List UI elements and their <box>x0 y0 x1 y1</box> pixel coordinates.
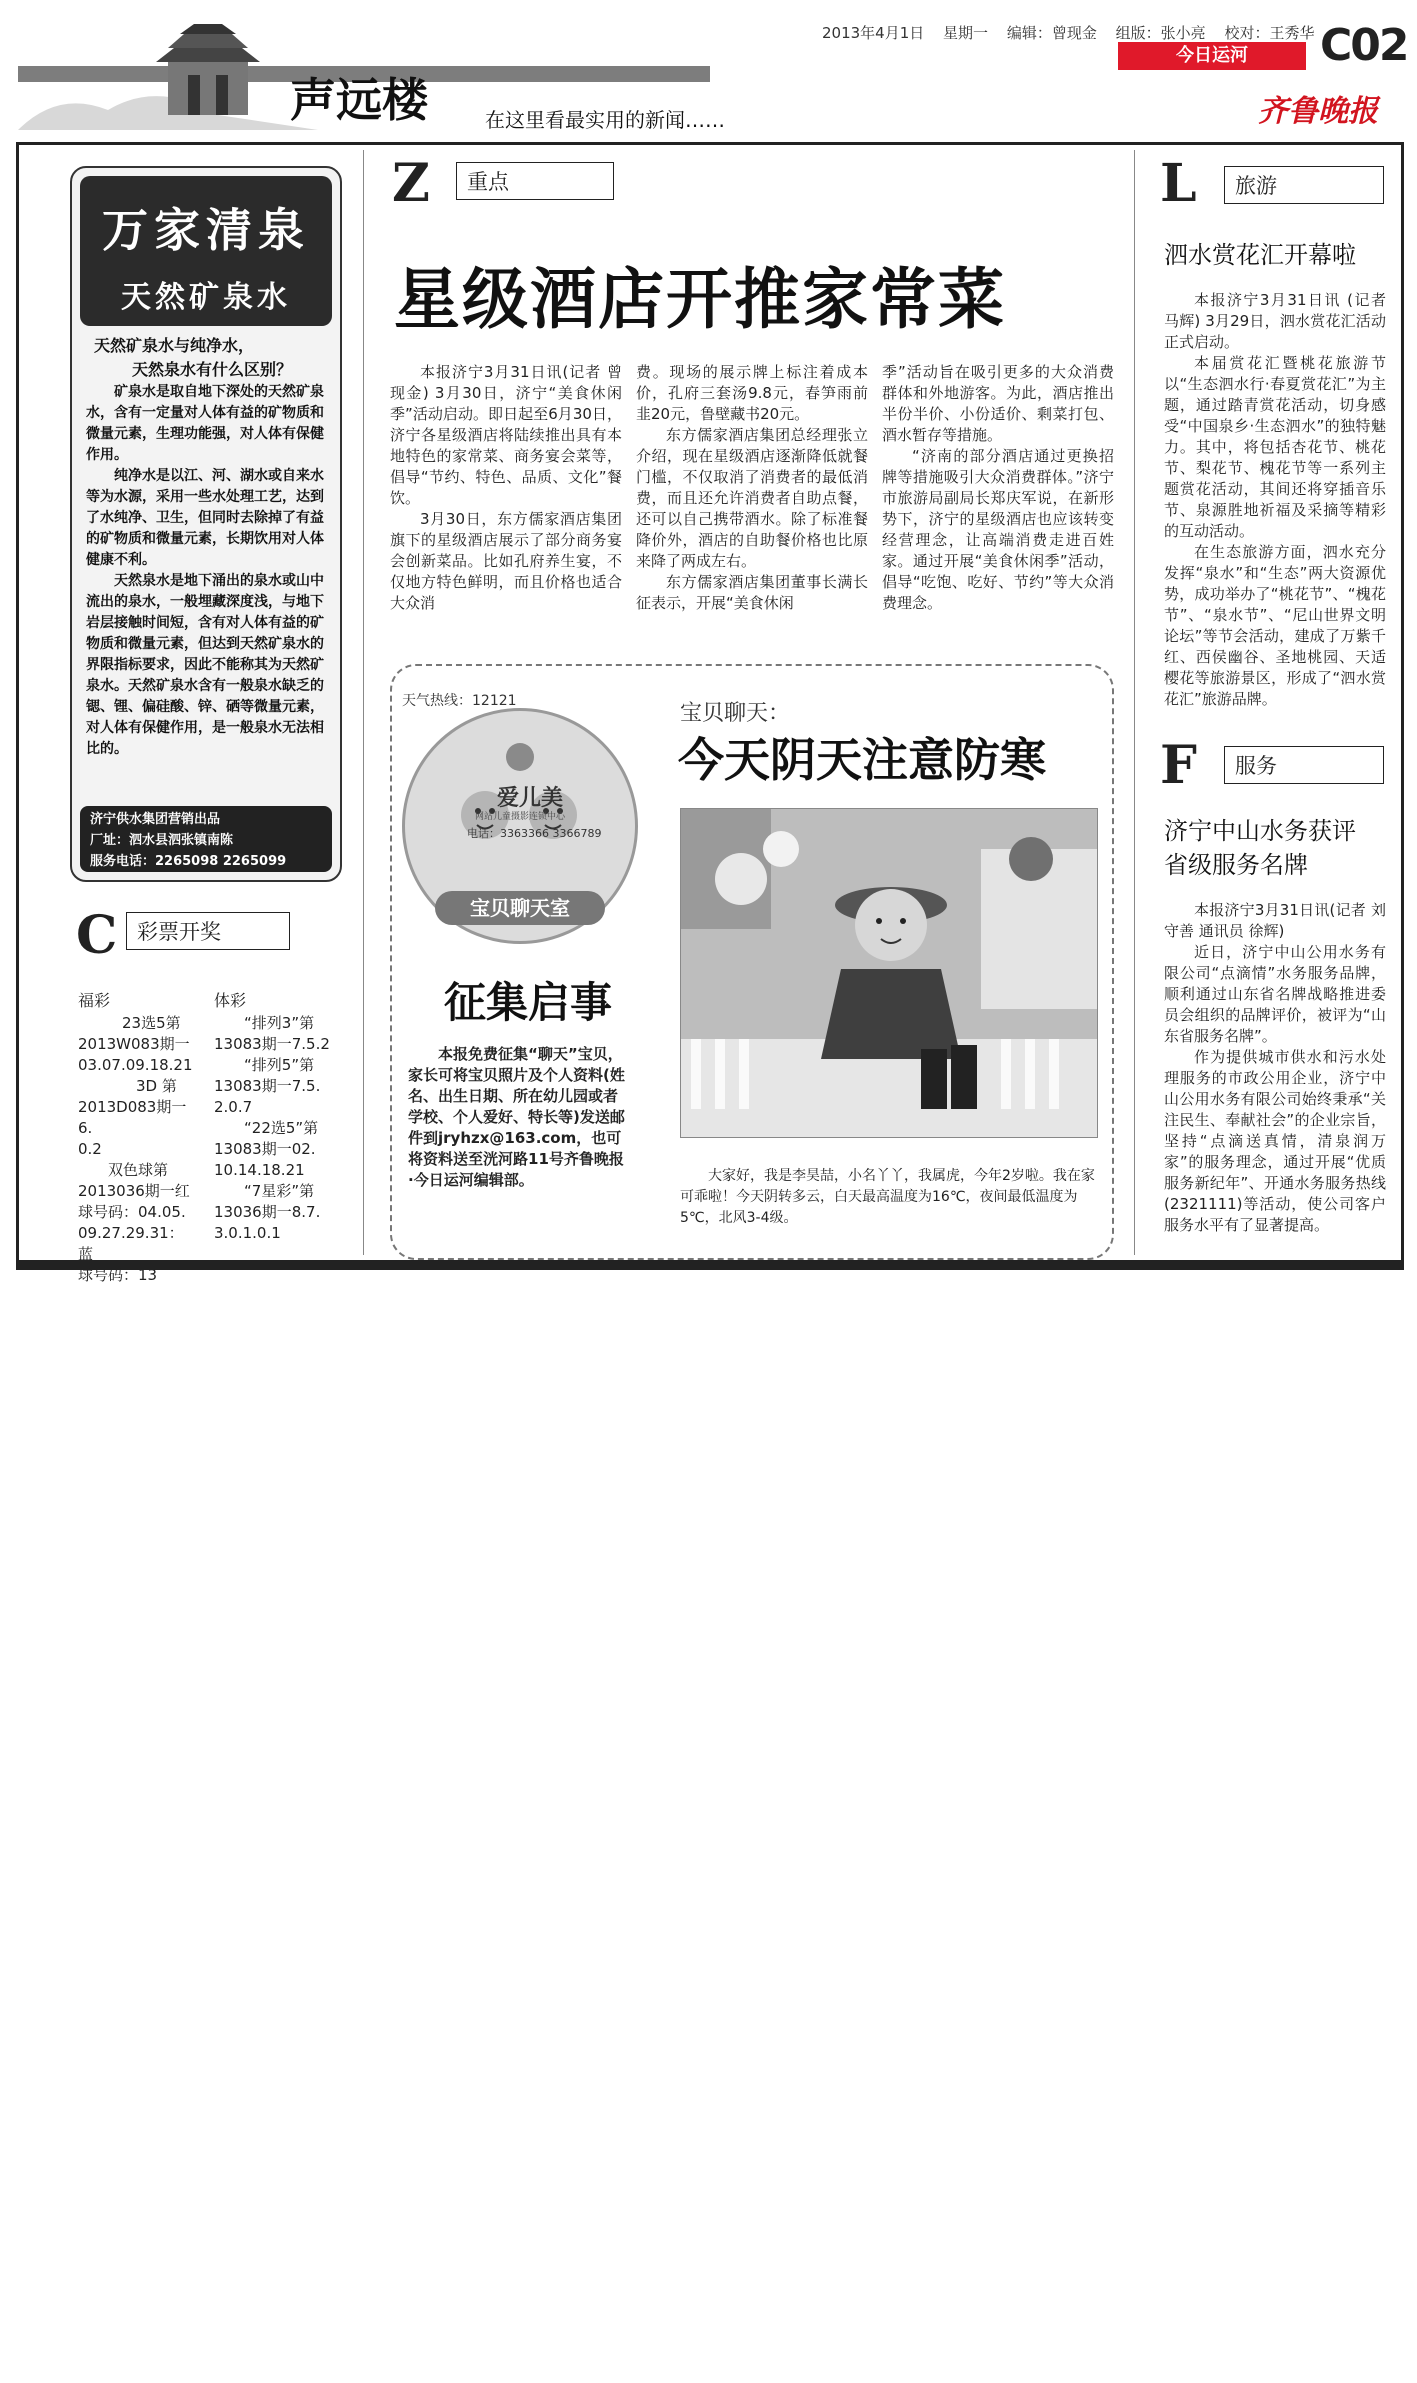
article-paragraph: “济南的部分酒店通过更换招牌等措施吸引大众消费群体。”济宁市旅游局副局长郑庆军说，在新形势下，济宁的星级酒店也应该转变经营理念，让高端消费走进百姓家。通过开展“美食休闲季”活动，倡导“吃饱、吃好、节约”等大众消费理念。 <box>882 447 1114 612</box>
travel-section-tag: 旅游 <box>1224 166 1384 204</box>
article-paragraph: 费。现场的展示牌上标注着成本价，孔府三套汤9.8元，春笋雨前韭20元，鲁壁藏书20元。 <box>636 363 868 423</box>
lottery-line: 09.27.29.31：蓝 <box>78 1224 184 1263</box>
newspaper-logo: 齐鲁晚报 <box>1258 94 1378 129</box>
lottery-section-tag: 彩票开奖 <box>126 912 290 950</box>
sports-lottery-heading: 体彩 <box>214 991 247 1010</box>
welfare-lottery-column <box>78 990 196 1286</box>
article-paragraph: 季”活动旨在吸引更多的大众消费群体和外地游客。为此，酒店推出半份半价、小份适价、剩菜打包、酒水暂存等措施。 <box>882 363 1114 444</box>
article-paragraph: 3月30日，东方儒家酒店集团旗下的星级酒店展示了部分商务宴会创新菜品。比如孔府养生宴，不仅地方特色鲜明，而且价格也适合大众消 <box>390 510 622 612</box>
call-for-entries-body: 本报免费征集“聊天”宝贝，家长可将宝贝照片及个人资料(姓名、出生日期、所在幼儿园或者学校、个人爱好、特长等)发送邮件到jryhzx@163.com，也可将资料送至洸河路11号齐鲁晚报·今日运河编辑部。 <box>408 1045 625 1189</box>
lottery-line: 2013D083期一6. <box>78 1098 187 1137</box>
lottery-line: “7星彩”第 <box>244 1182 315 1200</box>
ad-footer <box>80 806 332 872</box>
ad-company: 济宁供水集团营销出品 <box>90 812 221 827</box>
studio-phone: 电话：3363366 3366789 <box>467 827 602 840</box>
issue-date: 2013年4月1日 <box>822 24 925 42</box>
studio-name: 爱儿美 <box>497 786 564 811</box>
editor-credit: 编辑：曾现金 <box>1006 24 1097 42</box>
article-paragraph: 作为提供城市供水和污水处理服务的市政公用企业，济宁中山公用水务有限公司始终秉承“关注民生、奉献社会”的企业宗旨，坚持“点滴送真情，清泉润万家”的服务理念，通过开展“优质服务新纪年”、开通水务服务热线(2321111)等活动，使公司客户服务水平有了显著提高。 <box>1164 1048 1386 1234</box>
article-paragraph: 在生态旅游方面，泗水充分发挥“泉水”和“生态”两大资源优势，成功举办了“桃花节”、“槐花节”、“泉水节”、“尼山世界文明论坛”等节会活动，建成了万紫千红、西侯幽谷、圣地桃园、天适樱花等旅游景区，形成了“泗水赏花汇”旅游品牌。 <box>1164 543 1386 708</box>
baby-headline: 今天阴天注意防寒 <box>678 733 1046 787</box>
lottery-line: 13083期一7.5.2 <box>214 1035 330 1053</box>
lottery-line: 2013036期一红 <box>78 1182 190 1200</box>
article-paragraph: 本报济宁3月31日讯(记者 刘守善 通讯员 徐辉) <box>1164 901 1386 940</box>
service-section-tag: 服务 <box>1224 746 1384 784</box>
call-for-entries-title: 征集启事 <box>444 978 613 1027</box>
issue-weekday: 星期一 <box>943 24 989 42</box>
service-section-letter: F <box>1160 735 1197 796</box>
studio-logo-badge <box>402 708 638 944</box>
ad-phone: 服务电话：2265098 2265099 <box>90 854 287 869</box>
page-number: C02 <box>1320 20 1408 71</box>
layout-credit: 组版：张小亮 <box>1115 24 1206 42</box>
lottery-line: 03.07.09.18.21 <box>78 1056 193 1074</box>
column-divider-right <box>1134 150 1135 1255</box>
lottery-line: 23选5第 <box>122 1014 181 1032</box>
bottom-rule <box>16 1260 1404 1270</box>
main-article-col-2 <box>636 362 868 614</box>
travel-headline: 泗水赏花汇开幕啦 <box>1164 241 1356 269</box>
ad-brand: 万家清泉 <box>102 203 310 257</box>
lottery-line: 13083期一7.5. <box>214 1077 321 1095</box>
lottery-line: 10.14.18.21 <box>214 1161 305 1179</box>
baby-caption: 大家好，我是李昊喆，小名丫丫，我属虎，今年2岁啦。我在家可乖啦！今天阴转多云，白天最高温度为16℃，夜间最低温度为5℃，北风3-4级。 <box>680 1168 1095 1226</box>
welfare-lottery-heading: 福彩 <box>78 991 111 1010</box>
mineral-water-ad <box>70 166 342 882</box>
travel-article <box>1164 290 1386 710</box>
lottery-line: 2.0.7 <box>214 1098 253 1116</box>
service-headline: 济宁中山水务获评 省级服务名牌 <box>1164 817 1356 879</box>
column-divider-left <box>363 150 364 1255</box>
main-article-col-1 <box>390 362 622 614</box>
lottery-line: “排列5”第 <box>244 1056 315 1074</box>
lottery-line: 球号码：13 <box>78 1266 158 1284</box>
article-paragraph: 近日，济宁中山公用水务有限公司“点滴情”水务服务品牌，顺利通过山东省名牌战略推进委员会组织的品牌评价，被评为“山东省服务名牌”。 <box>1164 943 1386 1045</box>
lottery-line: 0.2 <box>78 1140 102 1158</box>
lottery-line: 球号码：04.05. <box>78 1203 186 1221</box>
article-paragraph: 本报济宁3月31日讯 (记者 马辉) 3月29日，泗水赏花汇活动正式启动。 <box>1164 291 1386 351</box>
main-section-letter: Z <box>392 153 430 214</box>
weather-hotline: 天气热线：12121 <box>402 693 517 709</box>
proof-credit: 校对：王秀华 <box>1224 24 1315 42</box>
section-tag: 今日运河 <box>1118 42 1306 70</box>
lottery-line: 2013W083期一 <box>78 1035 190 1053</box>
article-paragraph: 本届赏花汇暨桃花旅游节以“生态泗水行·春夏赏花汇”为主题，通过踏青赏花活动，切身感受“中国泉乡·生态泗水”的独特魅力。其中，将包括杏花节、桃花节、梨花节、槐花节等一系列主题赏花活动，其间还将穿插音乐节、泉源胜地祈福及采摘等精彩的互动活动。 <box>1164 354 1386 540</box>
column-slogan: 在这里看最实用的新闻…… <box>485 108 725 132</box>
lottery-line: 双色球第 <box>108 1161 169 1179</box>
lottery-line: 3D 第 <box>136 1077 177 1095</box>
baby-photo <box>680 808 1098 1138</box>
ad-paragraph: 矿泉水是取自地下深处的天然矿泉水，含有一定量对人体有益的矿物质和微量元素，生理功能强，对人体有保健作用。 <box>86 384 324 463</box>
ad-product: 天然矿泉水 <box>121 280 291 315</box>
article-paragraph: 东方儒家酒店集团董事长满长征表示，开展“美食休闲 <box>636 573 868 612</box>
ad-header <box>80 176 332 326</box>
lottery-line: 3.0.1.0.1 <box>214 1224 281 1242</box>
lottery-line: “排列3”第 <box>244 1014 315 1032</box>
service-article <box>1164 900 1386 1236</box>
lottery-line: 13036期一8.7. <box>214 1203 321 1221</box>
ad-question: 天然矿泉水与纯净水， 天然泉水有什么区别？ <box>94 336 293 379</box>
ad-paragraph: 纯净水是以江、河、湖水或自来水等为水源，采用一些水处理工艺，达到了水纯净、卫生，但同时去除掉了有益的矿物质和微量元素，长期饮用对人体健康不利。 <box>86 468 324 568</box>
baby-kicker: 宝贝聊天： <box>680 701 791 726</box>
pagoda-illustration <box>18 20 318 130</box>
main-headline: 星级酒店开推家常菜 <box>394 261 1006 338</box>
ad-address: 厂址：泗水县泗张镇南陈 <box>90 833 234 848</box>
travel-section-letter: L <box>1160 153 1197 214</box>
main-article-col-3 <box>882 362 1114 614</box>
lottery-line: “22选5”第 <box>244 1119 319 1137</box>
studio-subtitle: 网站儿童摄影连锁中心 <box>475 812 566 822</box>
lottery-line: 13083期一02. <box>214 1140 316 1158</box>
baby-chat-banner: 宝贝聊天室 <box>435 891 605 925</box>
ad-body <box>86 382 328 760</box>
sports-lottery-column <box>214 990 334 1244</box>
baby-photo-image <box>681 809 1097 1137</box>
header-meta <box>822 22 1328 43</box>
lottery-section-letter: C <box>76 905 118 966</box>
main-section-tag: 重点 <box>456 162 614 200</box>
article-paragraph: 东方儒家酒店集团总经理张立介绍，现在星级酒店逐渐降低就餐门槛，不仅取消了消费者的最低消费，而且还允许消费者自助点餐，还可以自己携带酒水。除了标准餐降价外，酒店的自助餐价格也比原来降了两成左右。 <box>636 426 868 570</box>
ad-paragraph: 天然泉水是地下涌出的泉水或山中流出的泉水，一般埋藏深度浅，与地下岩层接触时间短，含有对人体有益的矿物质和微量元素，但达到天然矿泉水的界限指标要求，因此不能称其为天然矿泉水。天然矿泉水含有一般泉水缺乏的锶、锂、偏硅酸、锌、硒等微量元素，对人体有保健作用，是一般泉水无法相比的。 <box>86 573 324 757</box>
column-title: 声远楼 <box>290 73 428 127</box>
article-paragraph: 本报济宁3月31日讯(记者 曾现金) 3月30日，济宁“美食休闲季”活动启动。即日起至6月30日，济宁各星级酒店将陆续推出具有本地特色的家常菜、商务宴会菜等，倡导“节约、特色、品质、文化”餐饮。 <box>390 363 622 507</box>
